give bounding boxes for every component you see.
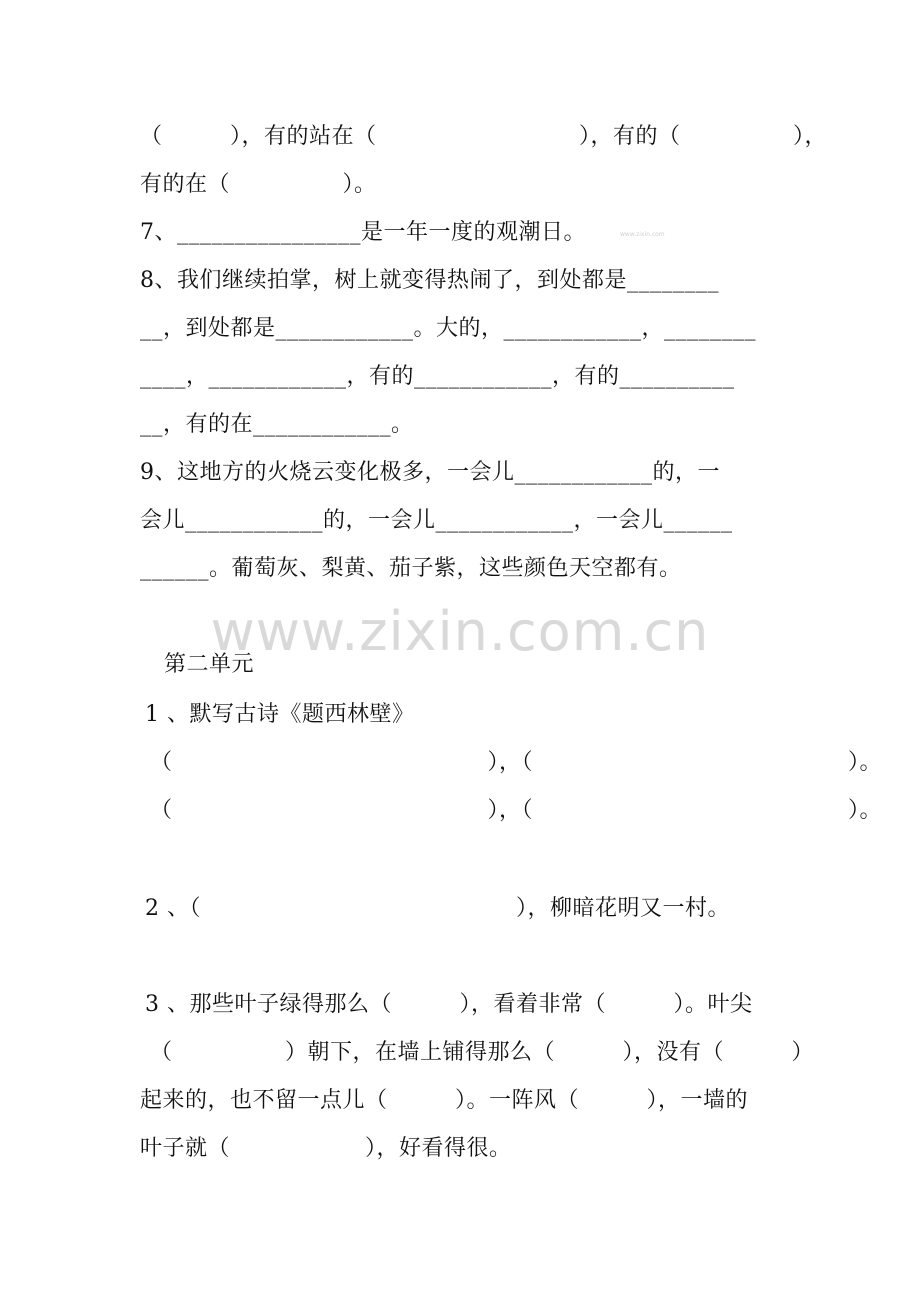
unit2-question-3-line-2: （ ）朝下，在墙上铺得那么（ ），没有（ ） <box>150 1040 815 1065</box>
question-9-line-2: 会儿____________的，一会儿____________，一会儿______ <box>140 508 733 533</box>
unit-2-title: 第二单元 <box>164 652 255 677</box>
unit2-question-3-line-4: 叶子就（ ），好看得很。 <box>140 1136 512 1161</box>
question-7: 7、________________是一年一度的观潮日。 <box>140 220 586 245</box>
question-8-line-1: 8、我们继续拍掌，树上就变得热闹了，到处都是________ <box>140 268 719 293</box>
question-8-line-4: __，有的在____________。 <box>140 412 414 437</box>
fill-line-animals-positions: （ ），有的站在（ ），有的（ ）， <box>140 124 828 149</box>
question-9-line-1: 9、这地方的火烧云变化极多，一会儿____________的，一 <box>140 460 720 485</box>
unit2-question-3-line-3: 起来的，也不留一点儿（ ）。一阵风（ ），一墙的 <box>140 1088 749 1113</box>
tiny-watermark: www.zixin.com <box>620 231 665 238</box>
unit2-question-3-line-1: 3 、那些叶子绿得那么（ ），看着非常（ ）。叶尖 <box>145 992 753 1017</box>
question-8-line-2: __，到处都是____________。大的，____________，________ <box>140 316 757 341</box>
question-9-line-3: ______。葡萄灰、梨黄、茄子紫，这些颜色天空都有。 <box>140 556 682 581</box>
fill-line-animals-positions-cont: 有的在（ ）。 <box>140 172 377 197</box>
unit2-question-1-title: 1 、默写古诗《题西林壁》 <box>145 702 415 727</box>
question-8-line-3: ____，____________，有的____________，有的__________ <box>140 364 735 389</box>
poem-fill-line-2: （ ），（ ）。 <box>150 798 883 823</box>
poem-fill-line-1: （ ），（ ）。 <box>150 750 883 775</box>
site-watermark: www.zixin.com.cn <box>210 600 710 663</box>
unit2-question-2: 2 、（ ），柳暗花明又一村。 <box>145 896 730 921</box>
